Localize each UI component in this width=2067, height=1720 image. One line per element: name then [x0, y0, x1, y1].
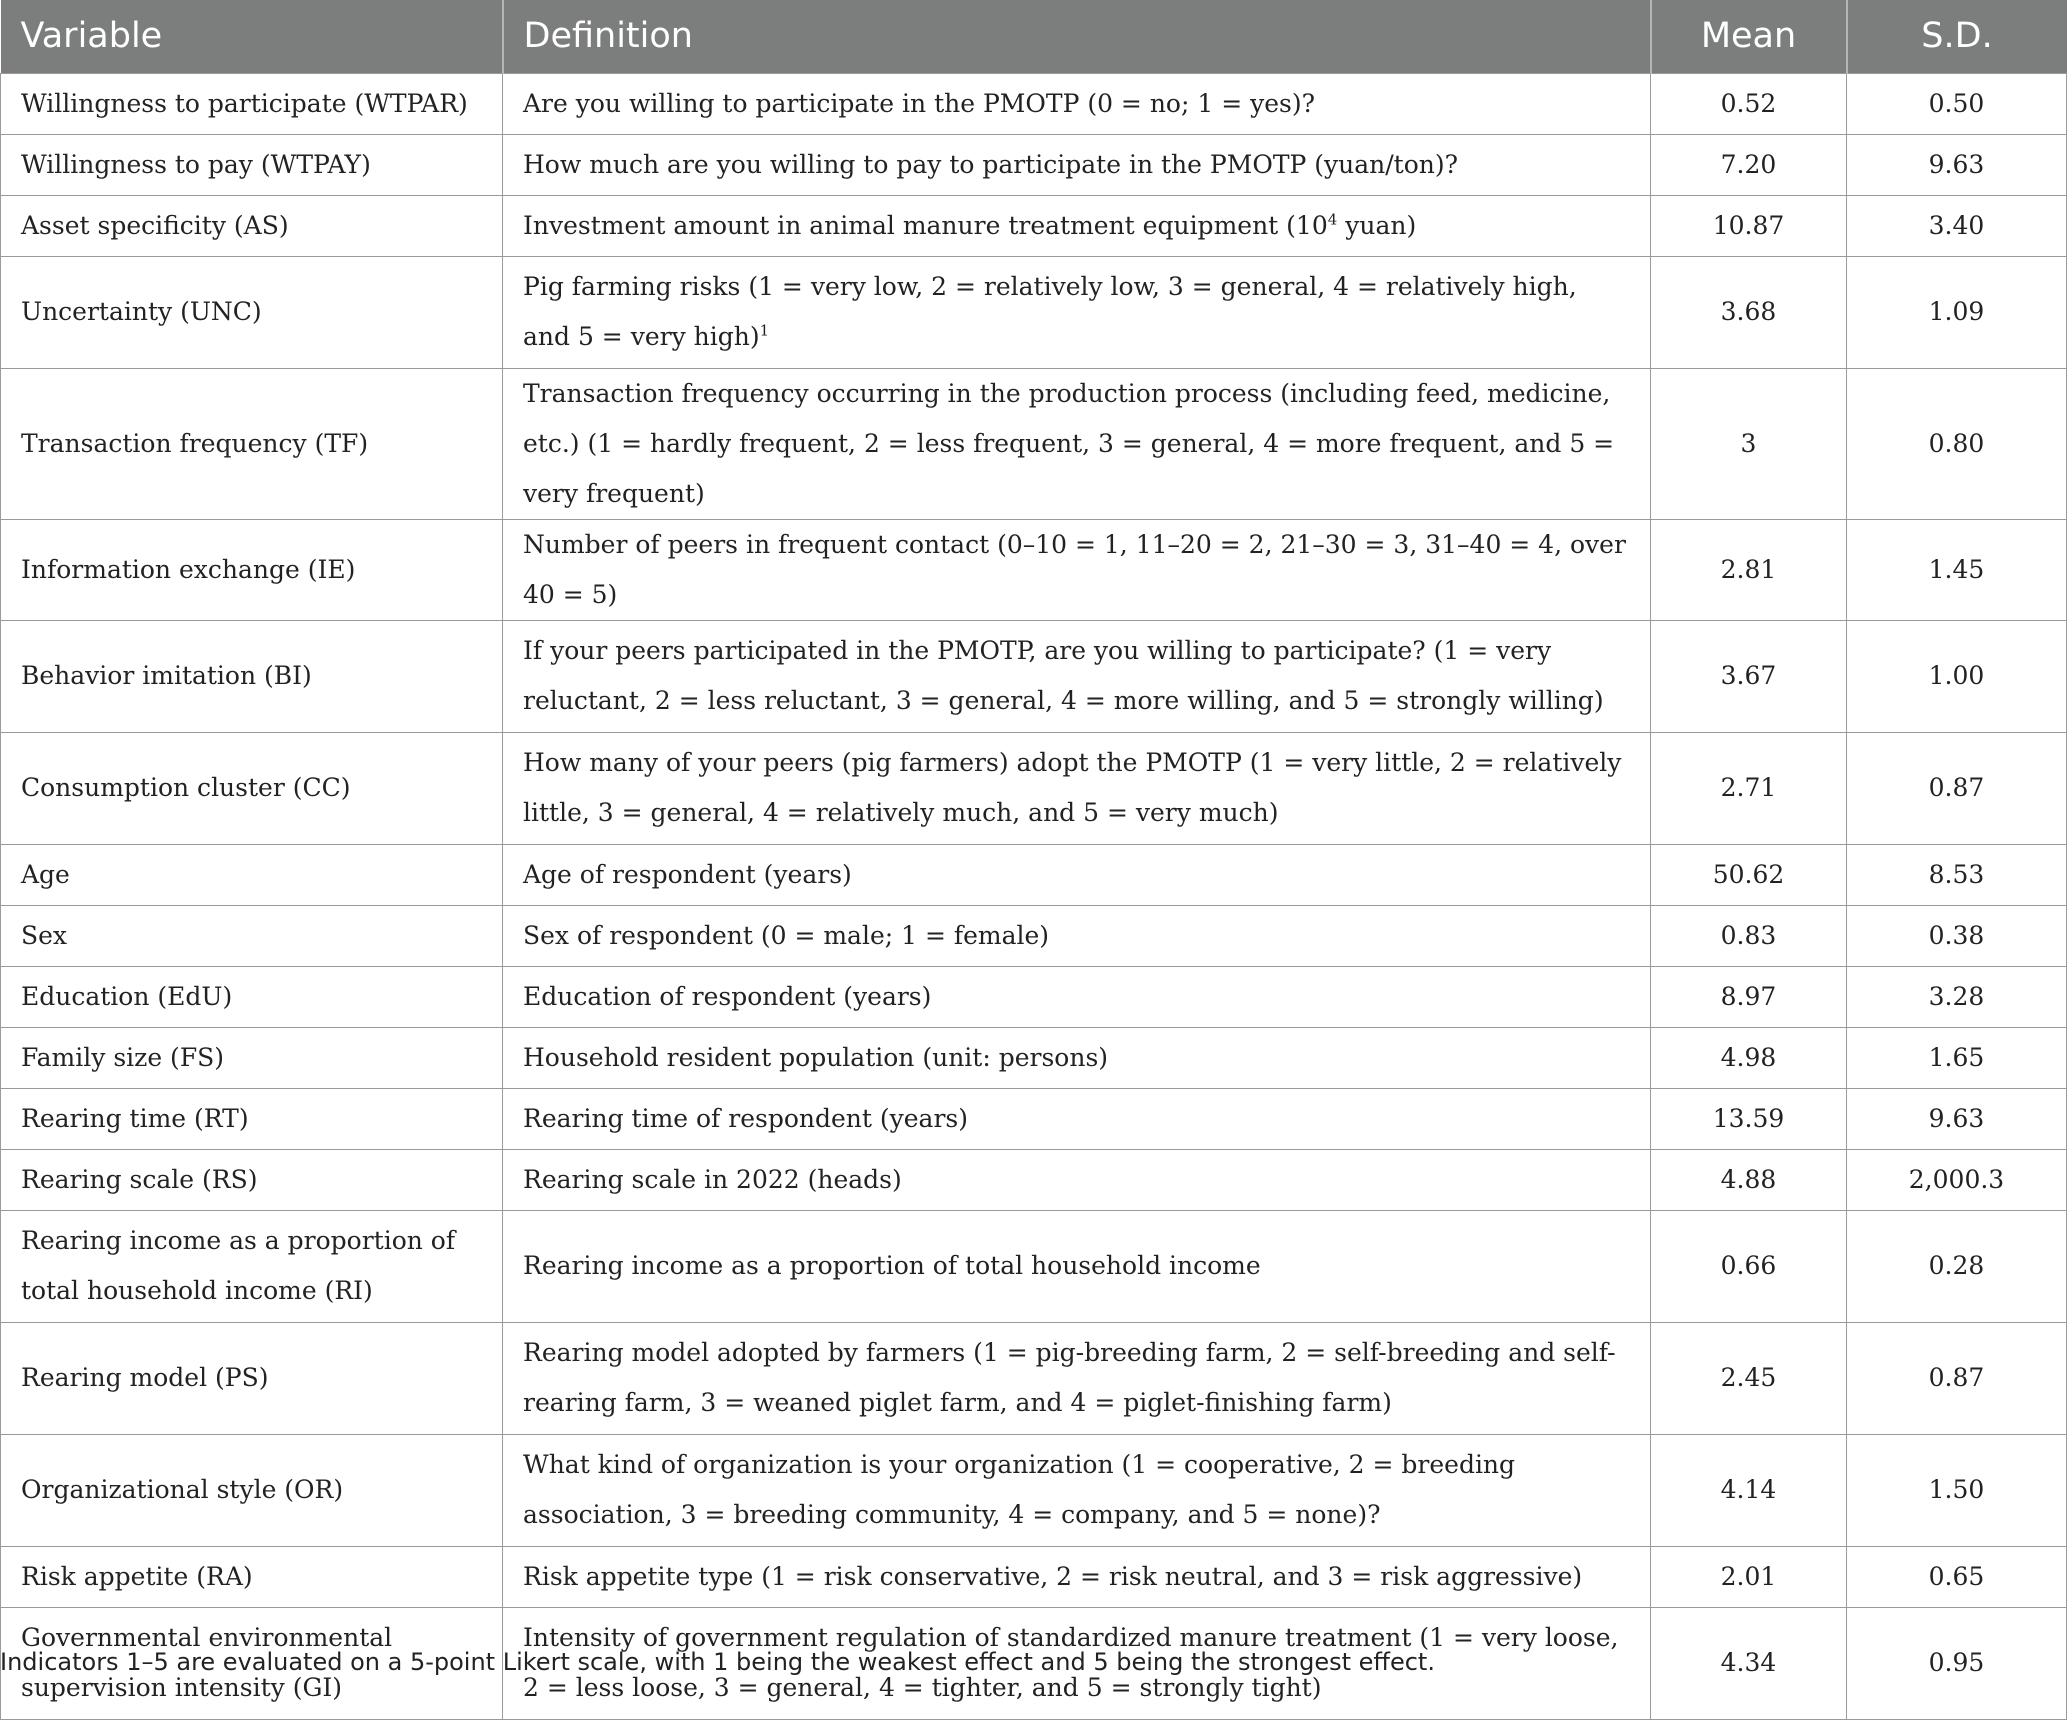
definition-cell: If your peers participated in the PMOTP, are you willing to participate? (1 = very reluctant, 2 = less reluctant, 3 = general, 4 = more willing, and 5 = strongly willing)	[503, 620, 1651, 732]
definition-cell	[503, 256, 1651, 368]
sd-cell: 0.87	[1847, 1322, 2067, 1434]
variable-cell: Willingness to participate (WTPAR)	[1, 73, 503, 134]
table-row	[1, 1149, 2067, 1210]
table-row	[1, 620, 2067, 732]
mean-cell: 2.71	[1651, 732, 1847, 844]
definition-cell: Rearing time of respondent (years)	[503, 1088, 1651, 1149]
sd-cell: 0.65	[1847, 1546, 2067, 1607]
definition-cell: Rearing model adopted by farmers (1 = pig-breeding farm, 2 = self-breeding and self-rearing farm, 3 = weaned piglet farm, and 4 = piglet-finishing farm)	[503, 1322, 1651, 1434]
definition-cell: Rearing income as a proportion of total household income	[503, 1210, 1651, 1322]
sd-cell: 0.95	[1847, 1607, 2067, 1719]
definition-cell: How many of your peers (pig farmers) adopt the PMOTP (1 = very little, 2 = relatively little, 3 = general, 4 = relatively much, and 5 = very much)	[503, 732, 1651, 844]
sd-cell: 0.87	[1847, 732, 2067, 844]
table-row	[1, 844, 2067, 905]
mean-cell: 7.20	[1651, 134, 1847, 195]
definition-cell: Sex of respondent (0 = male; 1 = female)	[503, 905, 1651, 966]
variable-cell: Willingness to pay (WTPAY)	[1, 134, 503, 195]
mean-cell: 50.62	[1651, 844, 1847, 905]
mean-cell: 0.66	[1651, 1210, 1847, 1322]
sd-cell: 0.28	[1847, 1210, 2067, 1322]
variable-cell: Organizational style (OR)	[1, 1434, 503, 1546]
definition-cell: How much are you willing to pay to participate in the PMOTP (yuan/ton)?	[503, 134, 1651, 195]
mean-cell: 3.67	[1651, 620, 1847, 732]
mean-cell: 2.01	[1651, 1546, 1847, 1607]
table-row	[1, 732, 2067, 844]
definition-cell: What kind of organization is your organization (1 = cooperative, 2 = breeding association, 3 = breeding community, 4 = company, and 5 = none)?	[503, 1434, 1651, 1546]
definition-cell: Education of respondent (years)	[503, 966, 1651, 1027]
mean-cell: 4.88	[1651, 1149, 1847, 1210]
variable-cell: Governmental environmental supervision intensity (GI)	[1, 1607, 503, 1719]
header-row	[1, 0, 2067, 73]
sd-cell: 1.00	[1847, 620, 2067, 732]
mean-cell: 3.68	[1651, 256, 1847, 368]
header-definition: Definition	[503, 0, 1651, 73]
variable-cell: Rearing scale (RS)	[1, 1149, 503, 1210]
table-row	[1, 1322, 2067, 1434]
variable-cell: Uncertainty (UNC)	[1, 256, 503, 368]
table-row	[1, 519, 2067, 620]
variable-cell: Asset specificity (AS)	[1, 195, 503, 256]
variable-cell: Family size (FS)	[1, 1027, 503, 1088]
table-row	[1, 1027, 2067, 1088]
mean-cell: 4.98	[1651, 1027, 1847, 1088]
sd-cell: 0.50	[1847, 73, 2067, 134]
variable-cell: Sex	[1, 905, 503, 966]
definition-text: Pig farming risks (1 = very low, 2 = relatively low, 3 = general, 4 = relatively high, and 5 = very high)	[523, 272, 1577, 351]
mean-cell: 2.45	[1651, 1322, 1847, 1434]
definition-cell	[503, 195, 1651, 256]
definition-cell: Rearing scale in 2022 (heads)	[503, 1149, 1651, 1210]
mean-cell: 0.83	[1651, 905, 1847, 966]
variable-cell: Education (EdU)	[1, 966, 503, 1027]
variable-cell: Transaction frequency (TF)	[1, 368, 503, 519]
table-footnote: Indicators 1–5 are evaluated on a 5-point Likert scale, with 1 being the weakest effect and 5 being the strongest effect.	[0, 1648, 1435, 1676]
mean-cell: 10.87	[1651, 195, 1847, 256]
variable-cell: Age	[1, 844, 503, 905]
header-mean: Mean	[1651, 0, 1847, 73]
mean-cell: 4.14	[1651, 1434, 1847, 1546]
variable-cell: Risk appetite (RA)	[1, 1546, 503, 1607]
mean-cell: 4.34	[1651, 1607, 1847, 1719]
definition-cell: Are you willing to participate in the PMOTP (0 = no; 1 = yes)?	[503, 73, 1651, 134]
table-row	[1, 195, 2067, 256]
table-row	[1, 966, 2067, 1027]
sd-cell: 9.63	[1847, 1088, 2067, 1149]
mean-cell: 3	[1651, 368, 1847, 519]
table-row	[1, 73, 2067, 134]
variable-cell: Rearing income as a proportion of total household income (RI)	[1, 1210, 503, 1322]
sd-cell: 3.28	[1847, 966, 2067, 1027]
definition-cell: Age of respondent (years)	[503, 844, 1651, 905]
mean-cell: 2.81	[1651, 519, 1847, 620]
header-sd: S.D.	[1847, 0, 2067, 73]
mean-cell: 0.52	[1651, 73, 1847, 134]
sd-cell: 9.63	[1847, 134, 2067, 195]
header-variable: Variable	[1, 0, 503, 73]
table-row	[1, 1088, 2067, 1149]
variable-cell: Rearing model (PS)	[1, 1322, 503, 1434]
exponent-superscript: 4	[1327, 210, 1338, 229]
variable-cell: Rearing time (RT)	[1, 1088, 503, 1149]
sd-cell: 1.09	[1847, 256, 2067, 368]
definition-text: Investment amount in animal manure treatment equipment (10	[523, 210, 1328, 240]
definition-text-end: yuan)	[1337, 210, 1417, 240]
table-row	[1, 368, 2067, 519]
definition-cell: Transaction frequency occurring in the production process (including feed, medicine, etc.) (1 = hardly frequent, 2 = less frequent, 3 = general, 4 = more frequent, and 5 = very frequent)	[503, 368, 1651, 519]
sd-cell: 3.40	[1847, 195, 2067, 256]
mean-cell: 13.59	[1651, 1088, 1847, 1149]
table-row	[1, 1210, 2067, 1322]
definition-cell: Number of peers in frequent contact (0–10 = 1, 11–20 = 2, 21–30 = 3, 31–40 = 4, over 40 = 5)	[503, 519, 1651, 620]
table-row	[1, 1546, 2067, 1607]
variable-cell: Consumption cluster (CC)	[1, 732, 503, 844]
definition-cell: Household resident population (unit: persons)	[503, 1027, 1651, 1088]
sd-cell: 0.80	[1847, 368, 2067, 519]
sd-cell: 2,000.3	[1847, 1149, 2067, 1210]
sd-cell: 8.53	[1847, 844, 2067, 905]
variable-cell: Information exchange (IE)	[1, 519, 503, 620]
table-row	[1, 256, 2067, 368]
definition-cell: Risk appetite type (1 = risk conservative, 2 = risk neutral, and 3 = risk aggressive)	[503, 1546, 1651, 1607]
table-row	[1, 1434, 2067, 1546]
variable-cell: Behavior imitation (BI)	[1, 620, 503, 732]
mean-cell: 8.97	[1651, 966, 1847, 1027]
sd-cell: 0.38	[1847, 905, 2067, 966]
definition-cell: Intensity of government regulation of standardized manure treatment (1 = very loose, 2 = less loose, 3 = general, 4 = tighter, and 5 = strongly tight)	[503, 1607, 1651, 1719]
sd-cell: 1.50	[1847, 1434, 2067, 1546]
sd-cell: 1.45	[1847, 519, 2067, 620]
sd-cell: 1.65	[1847, 1027, 2067, 1088]
table-row	[1, 905, 2067, 966]
table-row	[1, 134, 2067, 195]
footnote-marker: 1	[759, 321, 770, 340]
